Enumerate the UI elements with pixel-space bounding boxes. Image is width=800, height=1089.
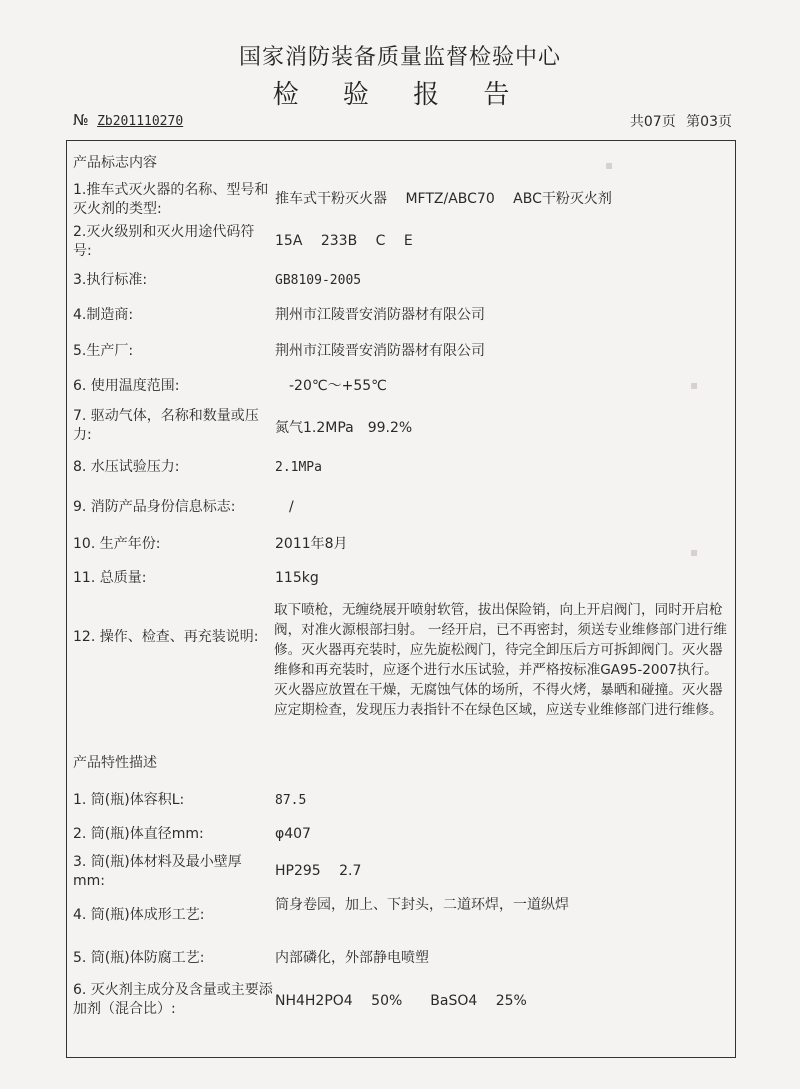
number-symbol: №: [73, 111, 89, 129]
field-label: 1.推车式灭火器的名称、型号和灭火剂的类型:: [73, 182, 269, 217]
field-value: 推车式干粉灭火器 MFTZ/ABC70 ABC干粉灭火剂: [275, 191, 612, 207]
bleed-through-mark: ▪: [605, 158, 614, 172]
field-value: 取下喷枪，无缠绕展开喷射软管，拔出保险销，向上开启阀门，同时开启枪阀，对准火源根部扫射。 一经开启，已不再密封，须送专业维修部门进行维修。灭火器再充装时，应先旋松阀门，待完全卸压后方可拆卸阀门。灭火器维修和再充装时，应逐个进行水压试验，并严格按标准GA95-2007执行。灭火器应放置在干燥，无腐蚀气体的场所，不得火烤，暴晒和碰撞。灭火器应定期检查，发现压力表指针不在绿色区域，应送专业维修部门进行维修。: [274, 602, 727, 718]
field-value: 115kg: [275, 570, 319, 586]
field-value: 内部磷化，外部静电喷塑: [275, 950, 429, 966]
field-value: φ407: [275, 826, 311, 842]
bleed-through-mark: ▪: [690, 545, 699, 559]
field-value: 荆州市江陵晋安消防器材有限公司: [275, 343, 485, 359]
field-label: 10. 生产年份:: [73, 536, 161, 552]
field-label: 7. 驱动气体，名称和数量或压力:: [73, 408, 259, 443]
field-label: 1. 筒(瓶)体容积L:: [73, 792, 185, 808]
field-value: 87.5: [275, 793, 307, 808]
report-number-value: Zb201110270: [97, 114, 184, 129]
field-value: -20℃～+55℃: [275, 378, 387, 394]
field-label: 6. 使用温度范围:: [73, 378, 180, 394]
field-label: 9. 消防产品身份信息标志:: [73, 499, 236, 515]
field-value: /: [275, 499, 294, 515]
field-value: 2.1MPa: [275, 460, 322, 475]
current-page: 第03页: [686, 114, 732, 130]
field-value: HP295 2.7: [275, 863, 362, 879]
field-value: NH4H2PO4 50% BaSO4 25%: [275, 993, 527, 1009]
field-label: 3.执行标准:: [73, 272, 148, 288]
section-heading-features: 产品特性描述: [73, 755, 157, 771]
bleed-through-mark: ▪: [690, 378, 699, 392]
field-label: 4.制造商:: [73, 307, 134, 323]
field-label: 2. 筒(瓶)体直径mm:: [73, 826, 204, 842]
field-value: 2011年8月: [275, 536, 348, 552]
field-value: GB8109-2005: [275, 273, 362, 288]
page-indicator: [630, 111, 732, 131]
organization-title: 国家消防装备质量监督检验中心: [238, 45, 561, 70]
field-label: 4. 筒(瓶)体成形工艺:: [73, 907, 205, 923]
report-title: 检 验 报 告: [272, 80, 528, 110]
field-label: 11. 总质量:: [73, 570, 147, 586]
field-label: 5.生产厂:: [73, 343, 134, 359]
field-label: 6. 灭火剂主成分及含量或主要添加剂（混合比）:: [73, 982, 273, 1017]
field-label: 3. 筒(瓶)体材料及最小壁厚mm:: [73, 854, 242, 889]
field-label: 2.灭火级别和灭火用途代码符号:: [73, 224, 255, 259]
field-value: 15A 233B C E: [275, 233, 413, 249]
field-value: 筒身卷园，加上、下封头，二道环焊，一道纵焊: [275, 897, 569, 913]
section-heading-marking: 产品标志内容: [73, 155, 157, 171]
field-label: 5. 筒(瓶)体防腐工艺:: [73, 950, 205, 966]
total-pages: 共07页: [629, 114, 676, 130]
report-number: [73, 111, 183, 129]
field-label: 12. 操作、检查、再充装说明:: [73, 629, 259, 645]
field-label: 8. 水压试验压力:: [73, 459, 180, 475]
field-value: 荆州市江陵晋安消防器材有限公司: [275, 307, 485, 323]
field-value: 氮气1.2MPa 99.2%: [275, 420, 413, 436]
